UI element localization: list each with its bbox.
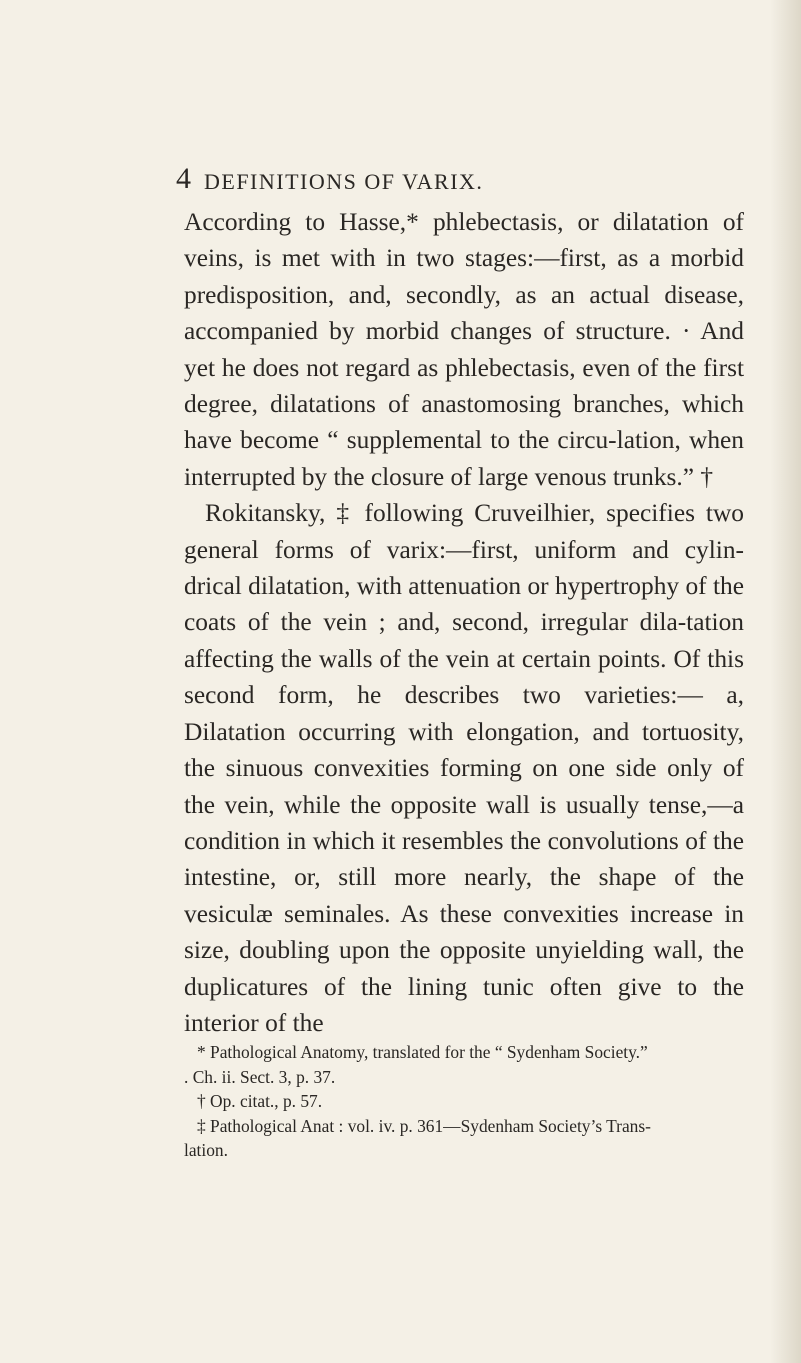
footnote: . Ch. ii. Sect. 3, p. 37.	[184, 1066, 336, 1087]
paragraph: Rokitansky, ‡ following Cruveilhier, specifies two general forms of varix:—first, uniform and cylin-drical dilatation, with attenuation or hypertrophy of the coats of the vein ; and, second, irregular dila-tation affecting the walls of the vein at certain points. Of this second form, he describes two varieties:— a, Dilatation occurring with elongation, and tortuosity, the sinuous convexities forming on one side only of the vein, while the opposite wall is usually tense,—a condition in which it resembles the convolutions of the intestine, or, still more nearly, the shape of the vesiculæ seminales. As these convexities increase in size, doubling upon the opposite unyielding wall, the duplicatures of the lining tunic often give to the interior of the	[184, 499, 744, 1037]
footnote: † Op. citat., p. 57.	[197, 1091, 323, 1112]
body-text	[184, 204, 744, 1041]
running-head-title: DEFINITIONS OF VARIX.	[204, 169, 484, 194]
footnotes	[184, 1040, 744, 1163]
footnote: ‡ Pathological Anat : vol. iv. p. 361—Sydenham Society’s Trans-	[197, 1115, 651, 1136]
footnote: lation.	[184, 1140, 228, 1161]
footnote: * Pathological Anatomy, translated for the “ Sydenham Society.”	[197, 1042, 648, 1062]
paragraph: According to Hasse,* phlebectasis, or dilatation of veins, is met with in two stages:—first, as a morbid predisposition, and, secondly, as an actual disease, accompanied by morbid changes of structure. · And yet he does not regard as phlebectasis, even of the first degree, dilatations of anastomosing branches, which have become “ supplemental to the circu-lation, when interrupted by the closure of large venous trunks.” †	[184, 208, 744, 491]
page-number: 4	[176, 162, 191, 195]
running-head	[176, 163, 801, 195]
